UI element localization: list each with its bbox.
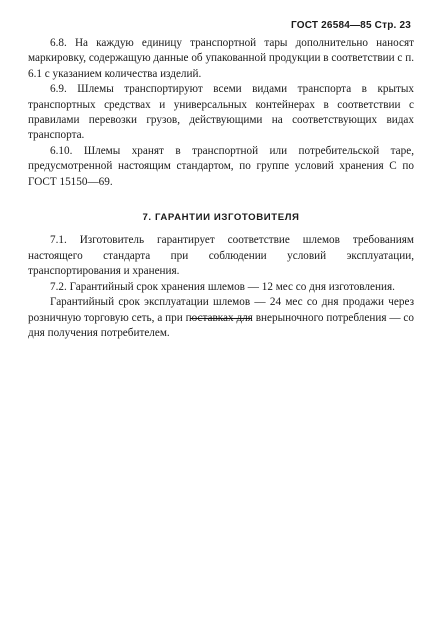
paragraph-6-9: 6.9. Шлемы транспортируют всеми видами транспорта в крытых транспортных средствах и универсальных контейнерах в соответствии с правилами перевозки грузов, действующими на соответствующих видах транспорта. (28, 83, 414, 142)
paragraph-7-1: 7.1. Изготовитель гарантирует соответствие шлемов требованиям настоящего стандарта при соблюдении условий эксплуатации, транспортирования и хранения. (28, 234, 414, 278)
section-title: 7. ГАРАНТИИ ИЗГОТОВИТЕЛЯ (142, 212, 300, 224)
page-body (28, 36, 414, 341)
paragraph-warranty-operation: Гарантийный срок эксплуатации шлемов — 24 мес со дня продажи через розничную торговую сеть, а при поставках для внерыночного потребления — со дня получения потребителем. (28, 296, 414, 339)
paragraph-6-10: 6.10. Шлемы хранят в транспортной или потребительской таре, предусмотренной настоящим стандартом, по группе условий хранения С по ГОСТ 15150—69. (28, 144, 414, 188)
end-divider-line (190, 318, 252, 319)
running-head: ГОСТ 26584—85 Стр. 23 (291, 20, 411, 31)
paragraph-6-8: 6.8. На каждую единицу транспортной тары дополнительно наносят маркировку, содержащую данные об упакованной продукции в соответствии с п. 6.1 с указанием количества изделий. (28, 37, 414, 80)
paragraph-7-2: 7.2. Гарантийный срок хранения шлемов — 12 мес со дня изготовления. (50, 280, 395, 293)
